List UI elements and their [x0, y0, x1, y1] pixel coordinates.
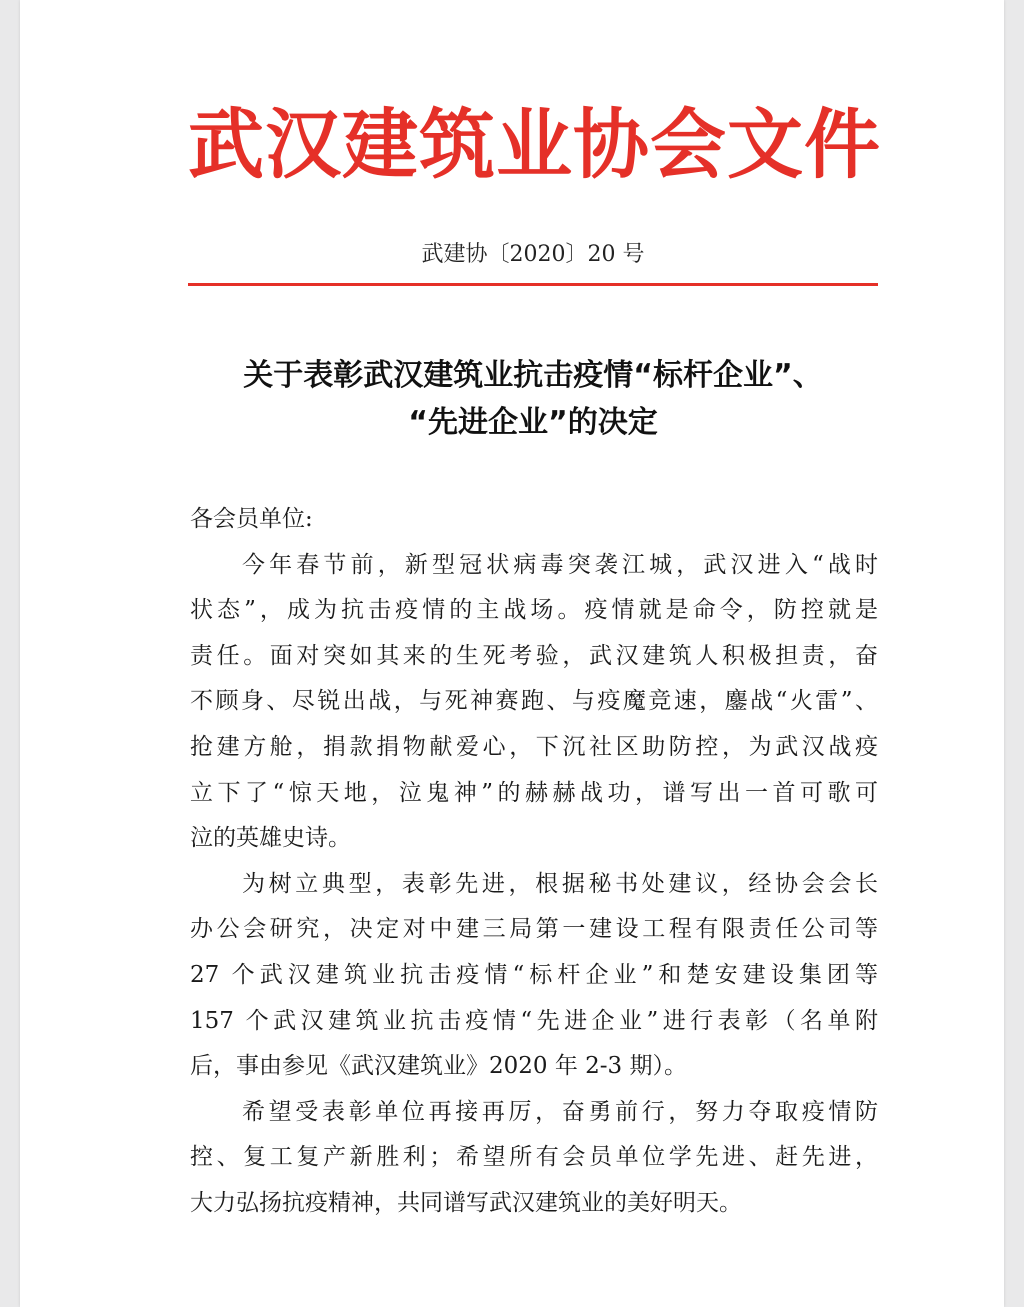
text-line: 状态”，成为抗击疫情的主战场。疫情就是命令，防控就是: [190, 597, 878, 624]
text-line: 立下了“惊天地，泣鬼神”的赫赫战功，谱写出一首可歌可: [190, 779, 878, 806]
document-number: 武建协〔2020〕20 号: [421, 242, 645, 267]
document-body: [190, 497, 878, 1227]
text-line: 泣的英雄史诗。: [190, 825, 351, 852]
decision-title: [170, 352, 896, 446]
text-line: 27 个武汉建筑业抗击疫情“标杆企业”和楚安建设集团等: [190, 961, 878, 988]
text-line: 办公会研究，决定对中建三局第一建设工程有限责任公司等: [190, 916, 878, 943]
decision-title-line: 关于表彰武汉建筑业抗击疫情“标杆企业”、: [243, 358, 823, 393]
salutation: 各会员单位:: [190, 506, 313, 532]
text-line: 大力弘扬抗疫精神，共同谱写武汉建筑业的美好明天。: [190, 1189, 742, 1216]
text-line: 控、复工复产新胜利；希望所有会员单位学先进、赶先进，: [190, 1144, 878, 1171]
decision-title-line: “先进企业”的决定: [408, 405, 658, 440]
org-header-title: 武汉建筑业协会文件: [188, 100, 881, 189]
paragraph-3: [190, 1090, 878, 1227]
text-line: 为树立典型，表彰先进，根据秘书处建议，经协会会长: [242, 870, 878, 897]
text-line: 157 个武汉建筑业抗击疫情“先进企业”进行表彰（名单附: [190, 1007, 878, 1034]
text-line: 希望受表彰单位再接再厉，奋勇前行，努力夺取疫情防: [242, 1098, 878, 1125]
text-line: 抢建方舱，捐款捐物献爱心，下沉社区助防控，为武汉战疫: [190, 733, 878, 760]
text-line: 今年春节前，新型冠状病毒突袭江城，武汉进入“战时: [242, 551, 878, 578]
text-line: 后，事由参见《武汉建筑业》2020 年 2-3 期）。: [190, 1053, 688, 1080]
red-divider-line: [188, 283, 878, 286]
text-line: 不顾身、尽锐出战，与死神赛跑、与疫魔竞速，鏖战“火雷”、: [190, 688, 878, 715]
paragraph-2: [190, 862, 878, 1090]
document-page: [20, 0, 1004, 1307]
paragraph-1: [190, 543, 878, 862]
text-line: 责任。面对突如其来的生死考验，武汉建筑人积极担责，奋: [190, 642, 878, 669]
